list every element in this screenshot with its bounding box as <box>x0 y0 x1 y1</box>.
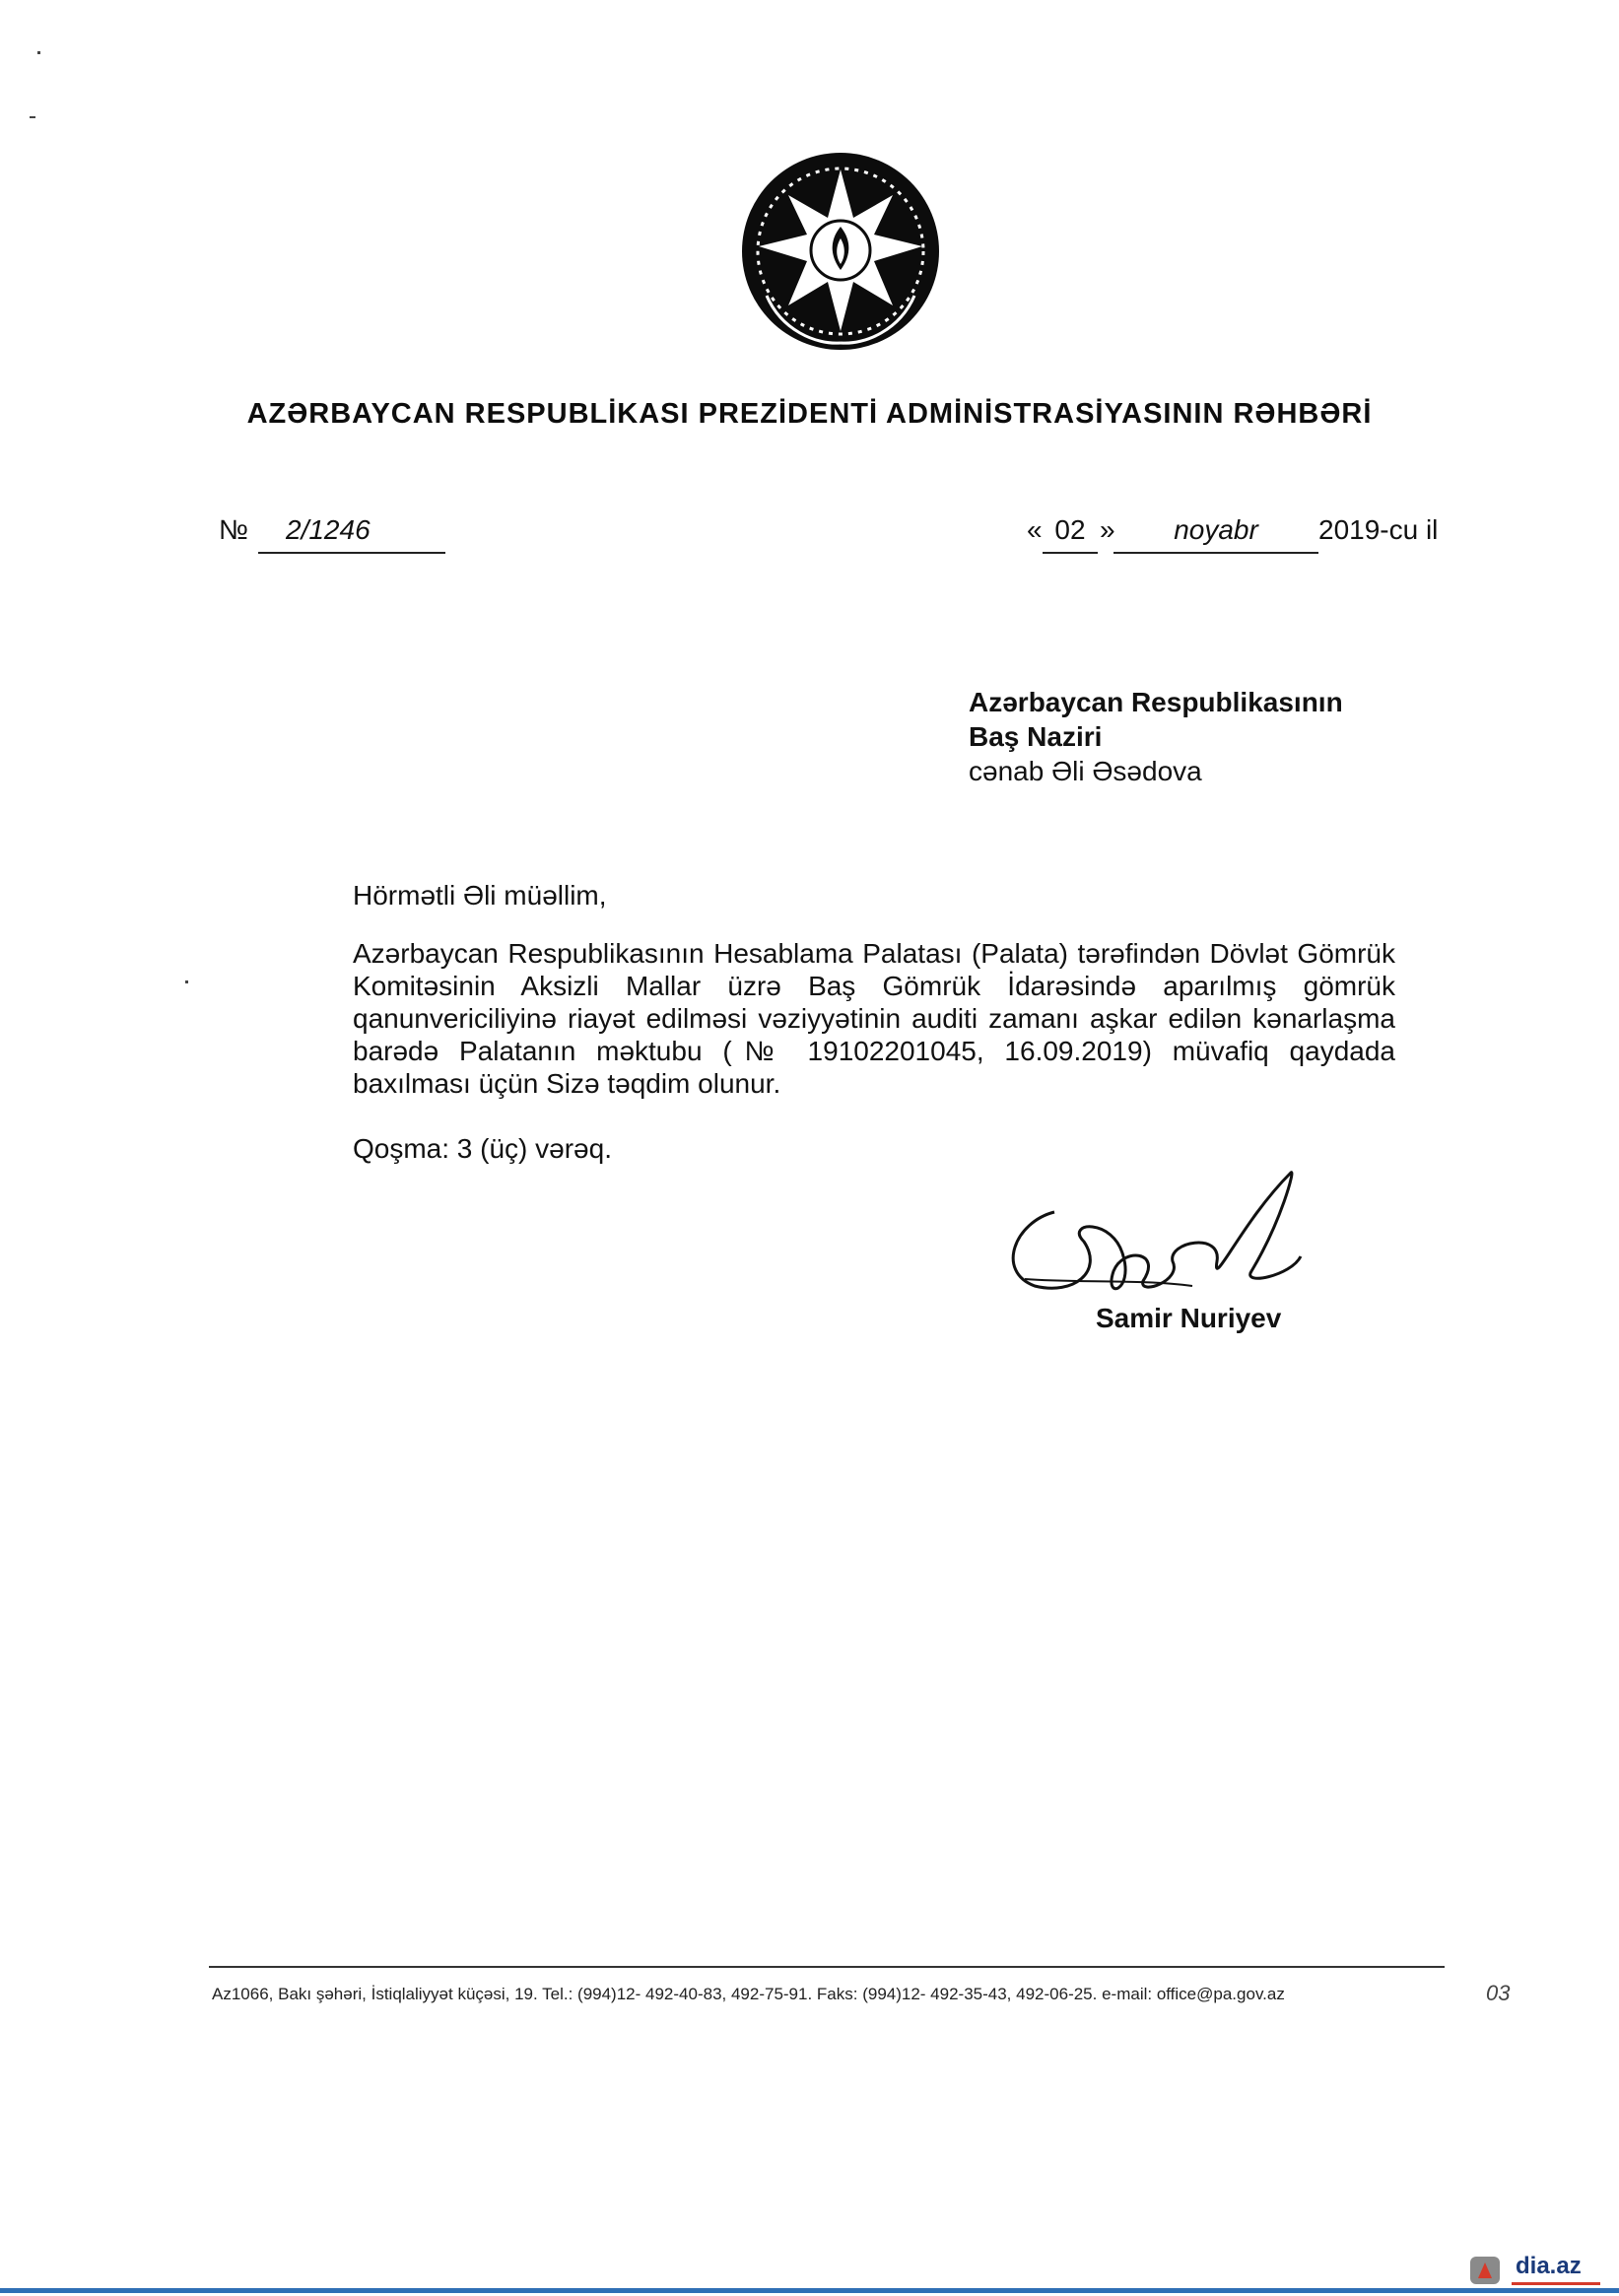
scan-speck <box>37 51 40 54</box>
scan-edge-line <box>0 2288 1619 2293</box>
letter-body <box>353 905 1395 1100</box>
document-heading: AZƏRBAYCAN RESPUBLİKASI PREZİDENTİ ADMİNİSTRASİYASININ RƏHBƏRİ <box>246 398 1373 430</box>
state-emblem-icon <box>737 148 944 355</box>
signer-name: Samir Nuriyev <box>1096 1303 1282 1333</box>
letter-body-paragraph: Azərbaycan Respublikasının Hesablama Palatası (Palata) tərəfindən Dövlət Gömrük Komitəsinin Aksizli Mallar üzrə Baş Gömrük İdarəsində aparılmış gömrük qanunvericiliyinə riayət edilməsi vəziyyətinin auditi zamanı aşkar edilən kənarlaşma barədə Palatanın məktubu (№ 19102201045, 16.09.2019) müvafiq qaydada baxılması üçün Sizə təqdim olunur. <box>353 938 1395 1099</box>
attachment-note: Qoşma: 3 (üç) vərəq. <box>353 1133 612 1164</box>
recipient-line-3: cənab Əli Əsədova <box>969 756 1202 786</box>
page-mark: 03 <box>1486 1981 1511 2005</box>
scan-speck <box>185 980 188 983</box>
scan-speck <box>30 116 35 118</box>
recipient-line-1: Azərbaycan Respublikasının <box>969 687 1343 717</box>
salutation: Hörmətli Əli müəllim, <box>353 880 607 911</box>
site-logo-text: dia.az <box>1516 2253 1582 2279</box>
quote-open: « <box>1027 514 1043 545</box>
date-year: 2019-cu il <box>1318 514 1439 545</box>
document-number: 2/1246 <box>258 514 445 554</box>
number-sign: № <box>219 514 249 545</box>
recipient-block <box>969 685 1343 788</box>
recipient-line-2: Baş Naziri <box>969 721 1103 752</box>
quote-close: » <box>1100 514 1115 545</box>
footer-rule <box>209 1966 1445 1968</box>
footer-address: Az1066, Bakı şəhəri, İstiqlaliyyət küçəsi, 19. Tel.: (994)12- 492-40-83, 492-75-91. Faks: (994)12- 492-35-43, 492-06-25. e-mail: office@pa.gov.az <box>212 1985 1285 2003</box>
date-day: 02 <box>1043 514 1098 554</box>
date-month: noyabr <box>1113 514 1318 554</box>
